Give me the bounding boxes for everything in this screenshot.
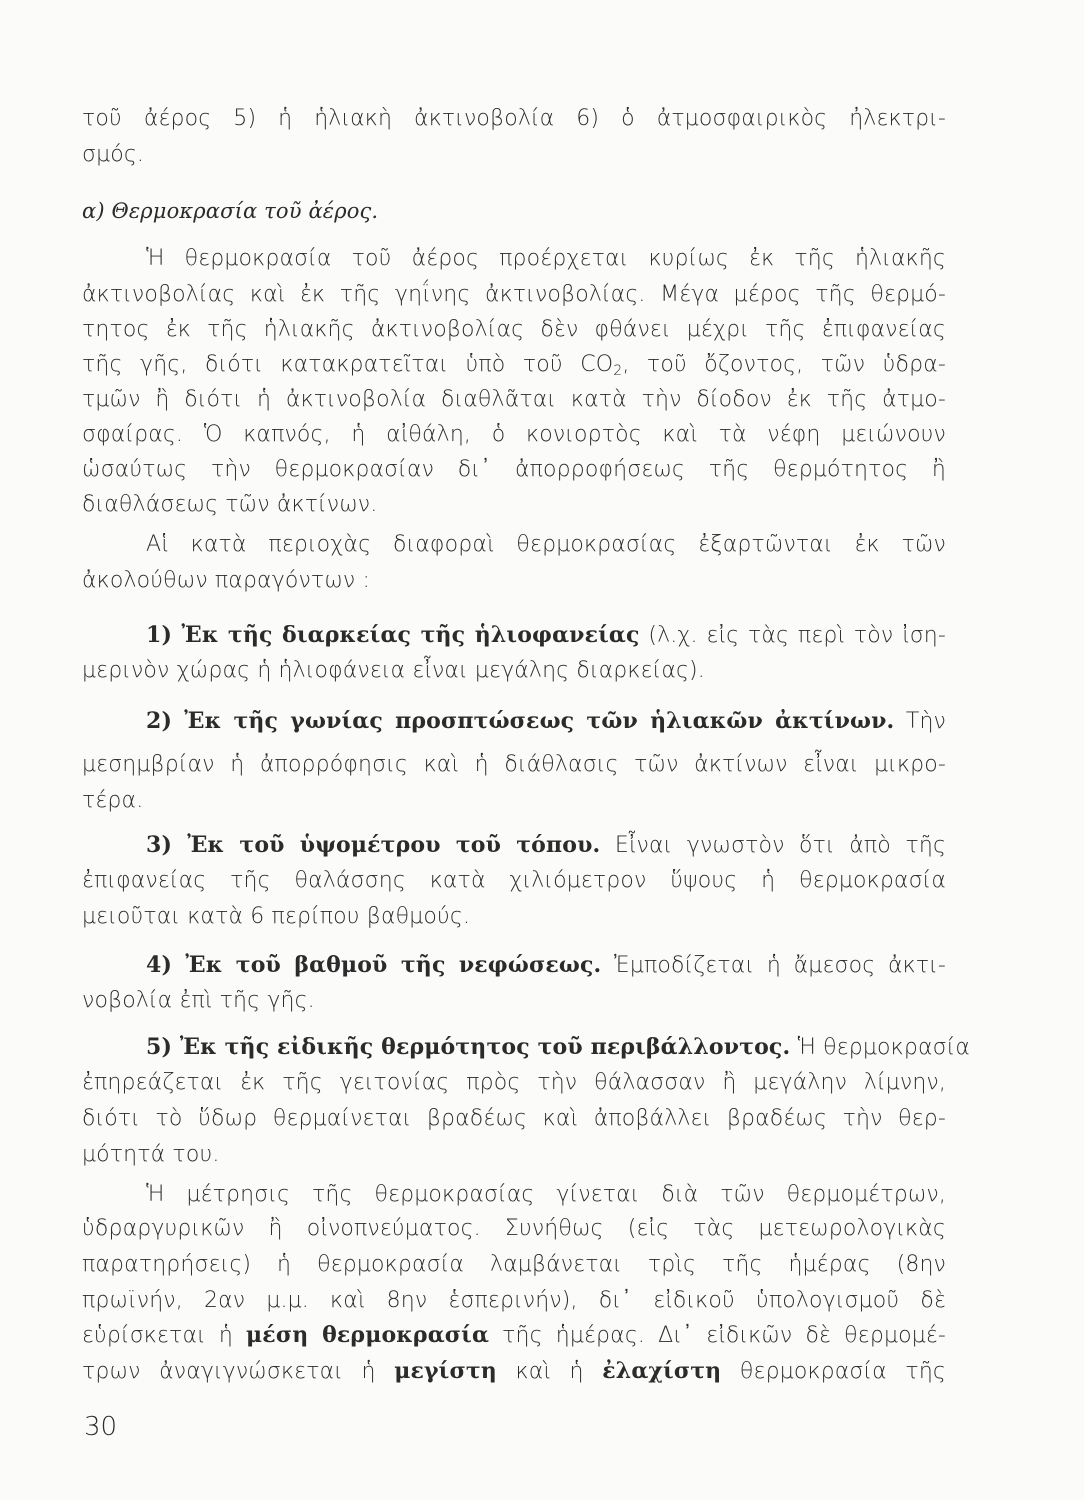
text-line [146,620,946,651]
text-span: τῆς γῆς, διότι κατακρατεῖται ὑπὸ τοῦ CO [82,352,614,377]
text-span: εὑρίσκεται ἡ [82,1323,233,1348]
text-line: σμός. [82,142,145,167]
text-line: τητος ἐκ τῆς ἡλιακῆς ἀκτινοβολίας δὲν φθάνει μέχρι τῆς ἐπιφανείας [82,317,946,342]
text-line: μειοῦται κατὰ 6 περίπου βαθμούς. [82,904,471,929]
factor-heading: 4) Ἐκ τοῦ βαθμοῦ τῆς νεφώσεως. [146,952,602,978]
text-line [146,1032,971,1063]
text-line: ὡσαύτως τὴν θερμοκρασίαν δι᾽ ἀπορροφήσεως τῆς θερμότητος ἢ [82,457,946,482]
text-span: (λ.χ. εἰς τὰς περὶ τὸν ἰση- [648,623,946,648]
page-number: 30 [84,1412,118,1442]
subscript: 2 [613,363,623,379]
term-minimum: ἐλαχίστη [602,1358,722,1384]
text-span: καὶ ἡ [515,1359,584,1384]
text-line [82,1356,946,1387]
factor-heading: 5) Ἐκ τῆς εἰδικῆς θερμότητος τοῦ περιβάλλοντος. [146,1034,791,1060]
factor-heading: 3) Ἐκ τοῦ ὑψομέτρου τοῦ τόπου. [146,832,601,858]
text-span: τῆς ἡμέρας. Δι᾽ εἰδικῶν δὲ θερμομέ- [502,1323,946,1348]
text-line [146,830,946,861]
text-line: παρατηρήσεις) ἡ θερμοκρασία λαμβάνεται τρὶς τῆς ἡμέρας (8ην [82,1252,946,1277]
text-line [146,706,946,737]
text-line: ἐπιφανείας τῆς θαλάσσης κατὰ χιλιόμετρον ὕψους ἡ θερμοκρασία [82,868,946,893]
text-line: διαθλάσεως τῶν ἀκτίνων. [82,492,378,517]
text-line: τμῶν ἢ διότι ἡ ἀκτινοβολία διαθλᾶται κατὰ τὴν δίοδον ἐκ τῆς ἀτμο- [82,387,946,412]
text-line: Ἡ μέτρησις τῆς θερμοκρασίας γίνεται διὰ τῶν θερμομέτρων, [146,1182,946,1207]
text-line: διότι τὸ ὕδωρ θερμαίνεται βραδέως καὶ ἀποβάλλει βραδέως τὴν θερ- [82,1106,946,1131]
text-line: μερινὸν χώρας ἡ ἡλιοφάνεια εἶναι μεγάλης διαρκείας). [82,658,705,683]
factor-heading: 1) Ἐκ τῆς διαρκείας τῆς ἡλιοφανείας [146,622,640,648]
text-line: μότητά του. [82,1142,220,1167]
text-line: νοβολία ἐπὶ τῆς γῆς. [82,988,315,1013]
text-line: σφαίρας. Ὁ καπνός, ἡ αἰθάλη, ὁ κονιορτὸς καὶ τὰ νέφη μειώνουν [82,422,946,447]
text-span: Ἐμποδίζεται ἡ ἄμεσος ἀκτι- [614,953,946,978]
text-line: Αἱ κατὰ περιοχὰς διαφοραὶ θερμοκρασίας ἐξαρτῶνται ἐκ τῶν [146,532,946,557]
text-line: ὑδραργυρικῶν ἢ οἰνοπνεύματος. Συνήθως (εἰς τὰς μετεωρολογικὰς [82,1216,946,1241]
text-line: ἀκολούθων παραγόντων : [82,568,371,593]
text-span: Τὴν [905,709,946,734]
factor-heading: 2) Ἐκ τῆς γωνίας προσπτώσεως τῶν ἡλιακῶν ἀκτίνων. [146,708,895,734]
text-line [82,350,946,386]
text-span: τρων ἀναγιγνώσκεται ἡ [82,1359,376,1384]
text-span: Ἡ θερμοκρασία [797,1035,971,1060]
text-line: ἐπηρεάζεται ἐκ τῆς γειτονίας πρὸς τὴν θάλασσαν ἢ μεγάλην λίμνην, [82,1070,946,1095]
text-line: τέρα. [82,788,144,813]
text-line [82,1320,946,1351]
text-span: θερμοκρασία τῆς [739,1359,946,1384]
term-maximum: μεγίστη [394,1358,497,1384]
text-line [146,950,946,981]
text-line: ἀκτινοβολίας καὶ ἐκ τῆς γηΐνης ἀκτινοβολίας. Μέγα μέρος τῆς θερμό- [82,282,946,307]
text-line: Ἡ θερμοκρασία τοῦ ἀέρος προέρχεται κυρίως ἐκ τῆς ἡλιακῆς [146,246,946,271]
text-line: μεσημβρίαν ἡ ἀπορρόφησις καὶ ἡ διάθλασις τῶν ἀκτίνων εἶναι μικρο- [82,752,946,777]
text-line: πρωϊνήν, 2αν μ.μ. καὶ 8ην ἑσπερινήν), δι᾽ εἰδικοῦ ὑπολογισμοῦ δὲ [82,1288,946,1313]
text-span: , τοῦ ὄζοντος, τῶν ὑδρα- [622,352,947,377]
text-span: Εἶναι γνωστὸν ὅτι ἀπὸ τῆς [614,833,947,858]
term-mean-temperature: μέση θερμοκρασία [246,1322,490,1348]
text-line: τοῦ ἀέρος 5) ἡ ἡλιακὴ ἀκτινοβολία 6) ὁ ἀτμοσφαιρικὸς ἠλεκτρι- [82,106,946,131]
section-heading: α) Θερμοκρασία τοῦ ἀέρος. [82,199,379,223]
